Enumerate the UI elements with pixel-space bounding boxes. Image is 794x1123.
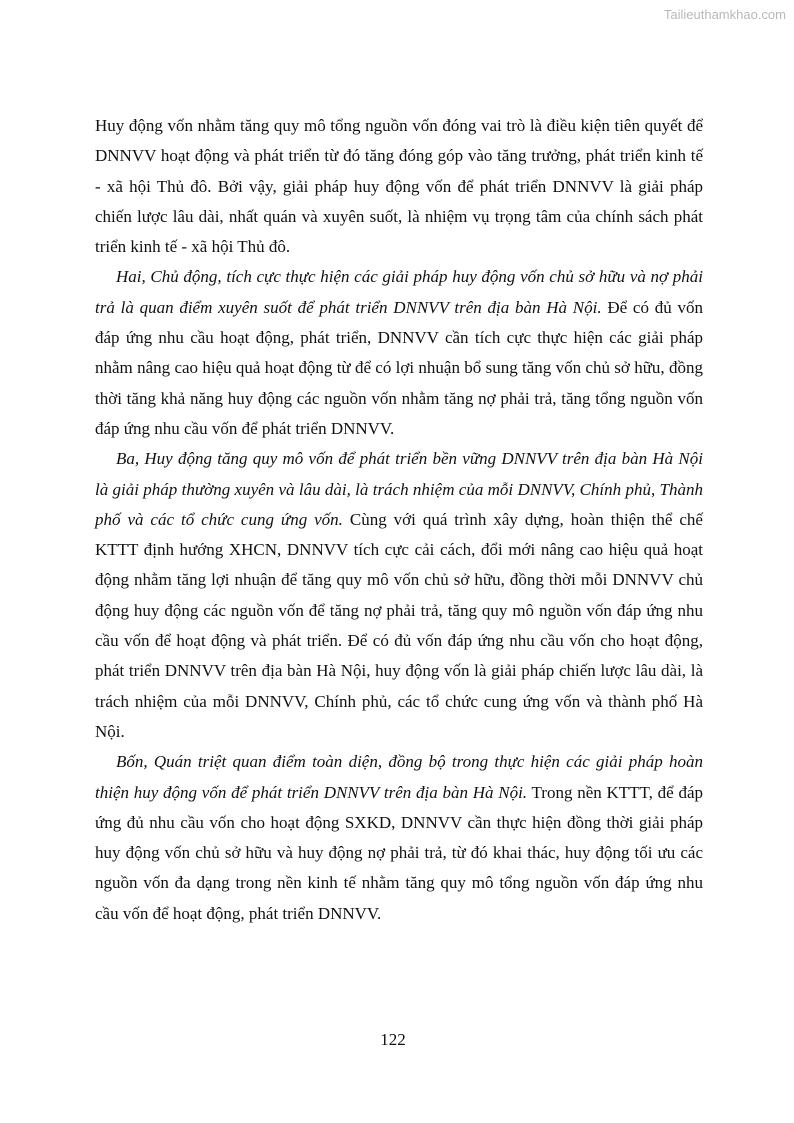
paragraph-1 xyxy=(95,111,703,262)
paragraph-3 xyxy=(95,444,703,747)
watermark: Tailieuthamkhao.com xyxy=(663,7,786,22)
paragraph-text: Để có đủ vốn đáp ứng nhu cầu hoạt động, phát triển, DNNVV cần tích cực thực hiện các giải pháp nhằm nâng cao hiệu quả hoạt động từ để có lợi nhuận bổ sung tăng vốn chủ sở hữu, đồng thời tăng khả năng huy động các nguồn vốn nhằm tăng nợ phải trả, tăng tổng nguồn vốn đáp ứng nhu cầu vốn để phát triển DNNVV. xyxy=(95,297,703,438)
paragraph-lead: Bốn, Quán triệt quan điểm toàn diện, đồng bộ trong thực hiện các giải pháp hoàn thiện huy động vốn để phát triển DNNVV trên địa bàn Hà Nội. xyxy=(95,752,703,802)
page-number: 122 xyxy=(380,1030,406,1049)
paragraph-lead: Ba, Huy động tăng quy mô vốn để phát triển bền vững DNNVV trên địa bàn Hà Nội là giải pháp thường xuyên và lâu dài, là trách nhiệm của mỗi DNNVV, Chính phủ, Thành phố và các tổ chức cung ứng vốn. xyxy=(95,449,703,529)
paragraph-text: Trong nền KTTT, để đáp ứng đủ nhu cầu vốn cho hoạt động SXKD, DNNVV cần thực hiện đồng thời giải pháp huy động vốn chủ sở hữu và huy động nợ phải trả, từ đó khai thác, huy động tối ưu các nguồn vốn đa dạng trong nền kinh tế nhằm tăng quy mô tổng nguồn vốn đáp ứng nhu cầu vốn để hoạt động, phát triển DNNVV. xyxy=(95,782,703,923)
paragraph-text: Huy động vốn nhằm tăng quy mô tổng nguồn vốn đóng vai trò là điều kiện tiên quyết để DNNVV hoạt động và phát triển từ đó tăng đóng góp vào tăng trưởng, phát triển kinh tế - xã hội Thủ đô. Bởi vậy, giải pháp huy động vốn để phát triển DNNVV là giải pháp chiến lược lâu dài, nhất quán và xuyên suốt, là nhiệm vụ trọng tâm của chính sách phát triển kinh tế - xã hội Thủ đô. xyxy=(95,116,703,257)
document-body xyxy=(95,111,703,929)
paragraph-4 xyxy=(95,747,703,929)
paragraph-2 xyxy=(95,262,703,444)
paragraph-text: Cùng với quá trình xây dựng, hoàn thiện thể chế KTTT định hướng XHCN, DNNVV tích cực cải cách, đổi mới nâng cao hiệu quả hoạt động nhằm tăng lợi nhuận để tăng quy mô vốn chủ sở hữu, đồng thời mỗi DNNVV chủ động huy động các nguồn vốn để tăng nợ phải trả, tăng quy mô nguồn vốn đáp ứng nhu cầu vốn để hoạt động và phát triển. Để có đủ vốn đáp ứng nhu cầu vốn cho hoạt động, phát triển DNNVV trên địa bàn Hà Nội, huy động vốn là giải pháp chiến lược lâu dài, là trách nhiệm của mỗi DNNVV, Chính phủ, các tổ chức cung ứng vốn và thành phố Hà Nội. xyxy=(95,509,703,741)
paragraph-lead: Hai, Chủ động, tích cực thực hiện các giải pháp huy động vốn chủ sở hữu và nợ phải trả là quan điểm xuyên suốt để phát triển DNNVV trên địa bàn Hà Nội. xyxy=(95,267,703,317)
